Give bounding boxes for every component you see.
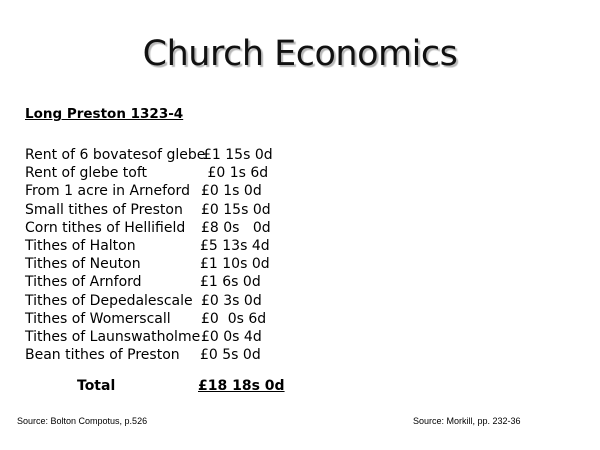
- entry-amount: £0 1s 0d: [201, 183, 262, 200]
- entry-amount: £5 13s 4d: [200, 237, 270, 254]
- entry-amount: £0 0s 6d: [201, 310, 267, 327]
- list-item: [25, 237, 345, 255]
- entry-amount: £1 15s 0d: [203, 147, 273, 163]
- entry-amount: £8 0s 0d: [201, 219, 271, 236]
- entry-item: Corn tithes of Hellifield: [25, 219, 186, 236]
- total-label: Total: [77, 378, 116, 394]
- entry-item: Tithes of Neuton: [25, 256, 141, 273]
- slide-title: Church Economics: [142, 34, 458, 74]
- list-item: [25, 201, 345, 219]
- entry-amount: £0 0s 4d: [201, 328, 262, 345]
- entry-amount: £0 5s 0d: [200, 347, 261, 364]
- entry-item: From 1 acre in Arneford: [25, 183, 190, 200]
- entry-item: Tithes of Arnford: [25, 274, 142, 291]
- entries-list: [25, 146, 345, 364]
- source-right: Source: Morkill, pp. 232-36: [413, 416, 521, 426]
- list-item: [25, 255, 345, 273]
- list-item: [25, 146, 345, 164]
- entry-amount: £0 3s 0d: [201, 292, 262, 309]
- entry-item: Rent of 6 bovatesof glebe: [25, 147, 206, 163]
- entry-item: Tithes of Womerscall: [25, 310, 171, 327]
- entry-item: Rent of glebe toft: [25, 165, 148, 182]
- entry-item: Tithes of Depedalescale: [25, 292, 193, 309]
- list-item: [25, 346, 345, 364]
- list-item: [25, 182, 345, 200]
- list-item: [25, 292, 345, 310]
- list-item: [25, 273, 345, 291]
- slide-subtitle: Long Preston 1323-4: [25, 106, 184, 122]
- entry-item: Tithes of Launswatholme: [25, 328, 201, 345]
- entry-amount: £1 6s 0d: [200, 274, 261, 291]
- entry-item: Small tithes of Preston: [25, 201, 183, 218]
- entry-amount: £1 10s 0d: [200, 256, 270, 273]
- list-item: [25, 219, 345, 237]
- list-item: [25, 164, 345, 182]
- entry-amount: £0 1s 6d: [203, 165, 269, 182]
- entry-amount: £0 15s 0d: [201, 201, 271, 218]
- list-item: [25, 310, 345, 328]
- entry-item: Bean tithes of Preston: [25, 347, 180, 364]
- total-value: £18 18s 0d: [198, 378, 285, 394]
- list-item: [25, 328, 345, 346]
- entry-item: Tithes of Halton: [25, 237, 136, 254]
- source-left: Source: Bolton Compotus, p.526: [17, 416, 148, 426]
